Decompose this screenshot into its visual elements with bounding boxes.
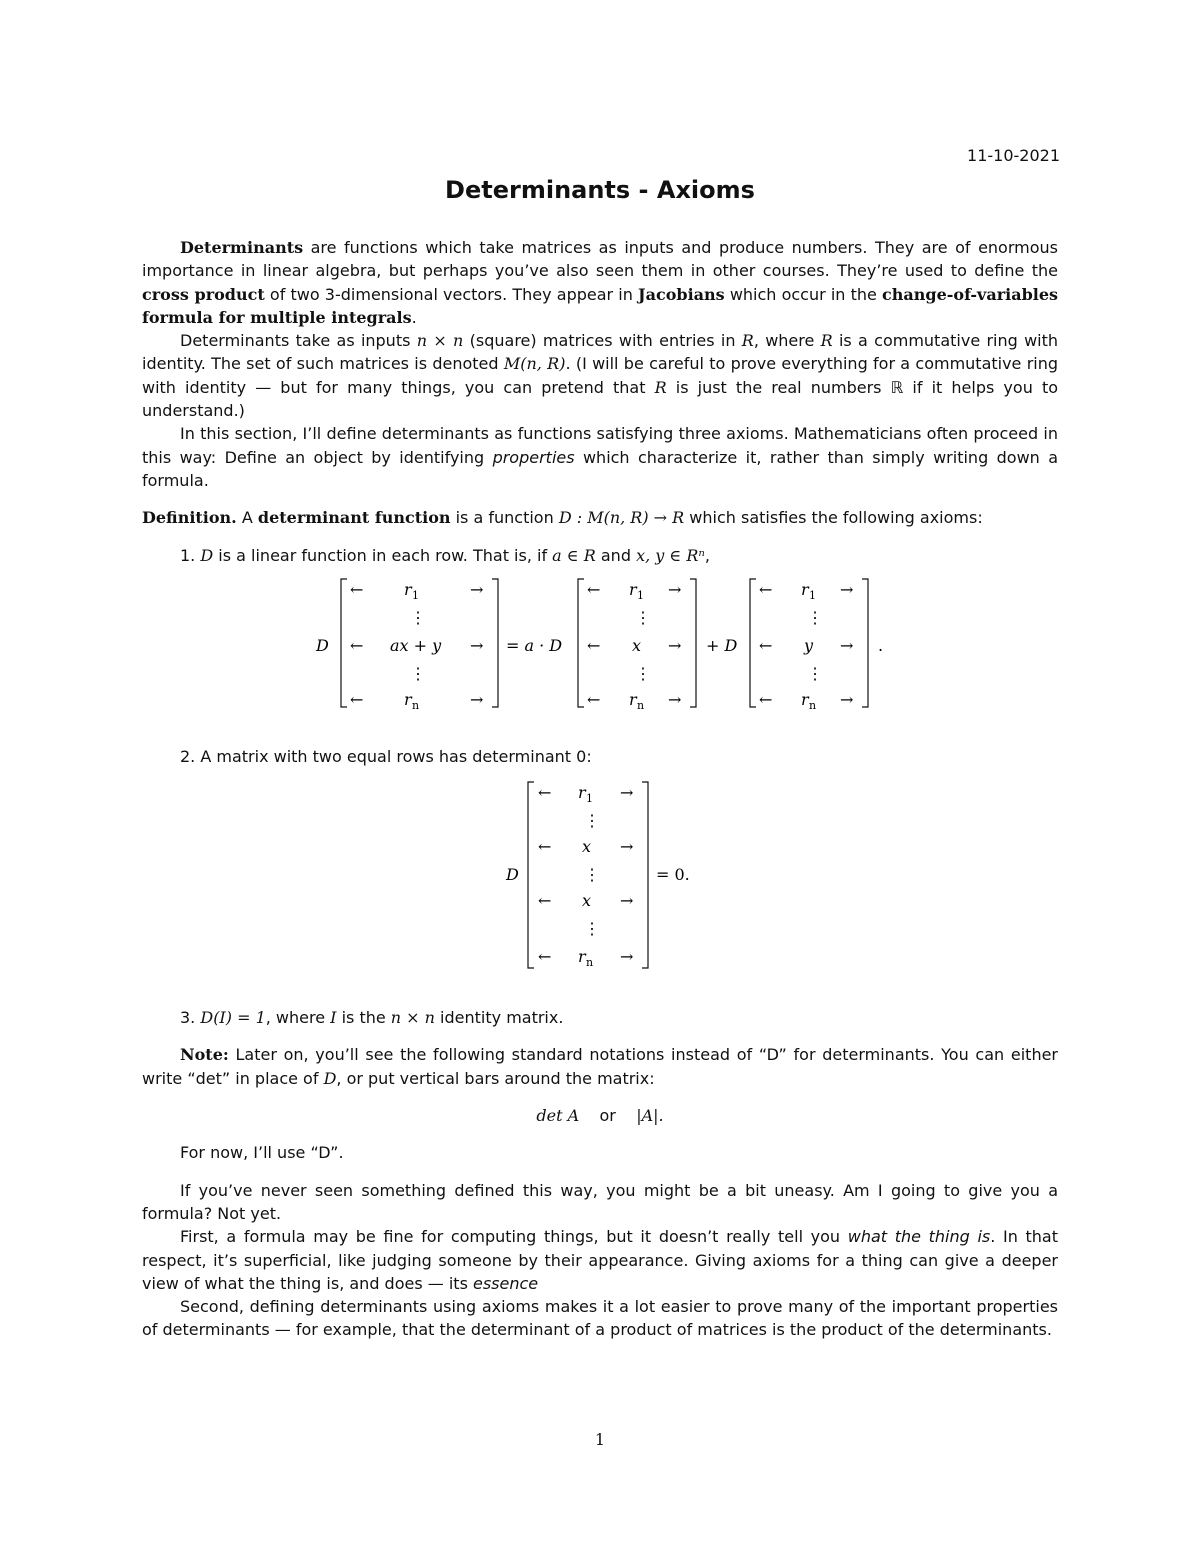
math: D <box>323 1068 337 1088</box>
left-arrow: ← <box>538 891 552 911</box>
math: r <box>629 579 637 599</box>
math: |A|. <box>636 1106 664 1126</box>
matrix-1 <box>341 579 498 712</box>
text: which satisfies the following axioms: <box>684 508 983 528</box>
text: is a function <box>450 508 559 528</box>
text: and <box>595 545 637 565</box>
math: det A <box>536 1106 580 1126</box>
text: are functions which take matrices as inputs and produce numbers. They are of enormous importance in linear algebra, but perhaps you’ve also seen them in other courses. They’re used to define the <box>142 238 1058 281</box>
right-arrow: → <box>668 689 682 709</box>
math: x <box>582 837 592 857</box>
math: r <box>629 689 637 709</box>
for-now-paragraph <box>142 1141 1058 1164</box>
math: D <box>506 865 519 885</box>
axiom-1 <box>142 544 1058 567</box>
left-arrow: ← <box>538 837 552 857</box>
subscript: 1 <box>809 588 816 602</box>
emphasis: essence <box>473 1273 539 1293</box>
vdots: ⋮ <box>410 663 426 683</box>
axiom-2 <box>142 745 1058 768</box>
left-arrow: ← <box>538 783 552 803</box>
left-arrow: ← <box>587 689 601 709</box>
subscript: n <box>809 698 817 712</box>
text: (square) matrices with entries in <box>463 331 742 351</box>
math: I <box>330 1008 337 1028</box>
subscript: 1 <box>637 588 644 602</box>
right-arrow: → <box>620 783 634 803</box>
text: . <box>411 307 417 327</box>
math: n × n <box>390 1008 435 1028</box>
text: . (I will be careful to prove everything for a commutative ring with identity — but for many things, you can pretend that <box>142 354 1059 397</box>
vdots: ⋮ <box>584 811 600 831</box>
axiom-2-equation <box>142 780 1058 980</box>
right-arrow: → <box>668 579 682 599</box>
math: x, y ∈ Rⁿ <box>636 545 705 565</box>
term-cross-product: cross product <box>142 284 265 304</box>
math: x <box>582 891 592 911</box>
left-arrow: ← <box>538 947 552 967</box>
text: Determinants take as inputs <box>180 331 417 351</box>
math: M(n, R) <box>503 354 566 374</box>
page-title: Determinants - Axioms <box>445 176 755 204</box>
left-arrow: ← <box>759 635 773 655</box>
left-arrow: ← <box>350 579 364 599</box>
text: Second, defining determinants using axioms makes it a lot easier to prove many of the important properties of determinants — for example, that the determinant of a product of matrices is the product of the determinants. <box>142 1297 1058 1340</box>
math: + D <box>706 635 738 655</box>
emphasis: what the thing is <box>847 1227 991 1247</box>
emphasis: properties <box>492 447 575 467</box>
subscript: 1 <box>412 588 419 602</box>
intro-paragraph-1 <box>142 236 1058 329</box>
math: = a · D <box>506 635 563 655</box>
right-arrow: → <box>840 579 854 599</box>
vdots: ⋮ <box>635 607 651 627</box>
subscript: n <box>637 698 645 712</box>
vdots: ⋮ <box>584 919 600 939</box>
math: R <box>741 331 754 351</box>
closing-paragraph-3 <box>142 1295 1058 1342</box>
document-body <box>142 236 1058 1342</box>
text: , or put vertical bars around the matrix: <box>336 1068 655 1088</box>
list-number: 3. <box>180 1008 196 1028</box>
text: which characterize it, rather than simply writing down a formula. <box>142 447 1059 490</box>
definition <box>142 506 1058 529</box>
matrix-equal-rows <box>528 782 648 969</box>
left-arrow: ← <box>759 689 773 709</box>
math: r <box>801 689 809 709</box>
matrix-2 <box>578 579 696 712</box>
right-arrow: → <box>840 635 854 655</box>
term-determinants: Determinants <box>180 238 304 257</box>
intro-paragraph-2 <box>142 329 1058 422</box>
text: In this section, I’ll define determinants as functions satisfying three axioms. Mathematicians often proceed in this way: Define an object by identifying <box>142 424 1058 467</box>
vdots: ⋮ <box>807 663 823 683</box>
text: A <box>236 508 258 528</box>
math: D <box>316 635 329 655</box>
notation-display <box>142 1104 1058 1127</box>
text: First, a formula may be fine for computing things, but it doesn’t really tell you <box>180 1227 848 1247</box>
note-label: Note: <box>180 1045 229 1065</box>
vdots: ⋮ <box>635 663 651 683</box>
list-number: 2. <box>180 746 196 766</box>
right-arrow: → <box>470 635 484 655</box>
vdots: ⋮ <box>807 607 823 627</box>
math: a ∈ R <box>552 545 596 565</box>
math: R <box>654 377 667 397</box>
subscript: 1 <box>586 792 593 806</box>
math: r <box>404 579 412 599</box>
math: y <box>804 635 814 655</box>
math: x <box>632 635 642 655</box>
text: , <box>704 545 710 565</box>
right-arrow: → <box>470 579 484 599</box>
axiom-3 <box>142 1006 1058 1029</box>
closing-paragraph-2 <box>142 1225 1058 1295</box>
period: . <box>878 635 884 655</box>
text: . In that respect, it’s superficial, like judging someone by their appearance. Giving axioms for a thing can give a deeper view of what the thing is, and does — its <box>142 1227 1058 1293</box>
text: identity matrix. <box>434 1008 564 1028</box>
text: is just the real numbers ℝ if it helps you to understand.) <box>142 377 1059 421</box>
date: 11-10-2021 <box>967 146 1060 165</box>
math: ax + y <box>390 635 442 655</box>
page-number: 1 <box>594 1430 606 1449</box>
subscript: n <box>586 956 594 970</box>
math: r <box>404 689 412 709</box>
vdots: ⋮ <box>410 607 426 627</box>
subscript: n <box>412 698 420 712</box>
axiom-1-equation <box>142 577 1058 725</box>
text: is a linear function in each row. That is, if <box>213 545 553 565</box>
text: is the <box>336 1008 391 1028</box>
list-number: 1. <box>180 545 196 565</box>
right-arrow: → <box>620 947 634 967</box>
matrix-3 <box>750 579 868 712</box>
right-arrow: → <box>620 891 634 911</box>
text: of two 3-dimensional vectors. They appear in <box>264 284 639 304</box>
right-arrow: → <box>668 635 682 655</box>
vdots: ⋮ <box>584 865 600 885</box>
note-paragraph <box>142 1043 1058 1090</box>
term-jacobians: Jacobians <box>638 284 725 304</box>
math: r <box>578 947 586 967</box>
math: n × n <box>416 331 464 351</box>
right-arrow: → <box>470 689 484 709</box>
math: R <box>820 331 833 351</box>
right-arrow: → <box>620 837 634 857</box>
intro-paragraph-3 <box>142 422 1058 492</box>
term-change-of-variables: change-of-variables formula for multiple integrals <box>142 284 1059 327</box>
math: D(I) = 1 <box>200 1008 266 1028</box>
text: or <box>599 1106 616 1126</box>
math: D <box>200 545 214 565</box>
text: is a commutative ring with identity. The set of such matrices is denoted <box>142 331 1059 374</box>
text: A matrix with two equal rows has determinant 0: <box>195 746 592 766</box>
left-arrow: ← <box>587 579 601 599</box>
left-arrow: ← <box>350 689 364 709</box>
left-arrow: ← <box>587 635 601 655</box>
math: D : M(n, R) → R <box>558 508 685 528</box>
text: Later on, you’ll see the following standard notations instead of “D” for determinants. You can either write “det” in place of <box>142 1045 1058 1088</box>
math: = 0. <box>656 865 690 885</box>
closing-paragraph-1 <box>142 1179 1058 1226</box>
term-determinant-function: determinant function <box>257 508 451 528</box>
text: which occur in the <box>724 284 883 304</box>
right-arrow: → <box>840 689 854 709</box>
text: , where <box>265 1008 331 1028</box>
text: , where <box>753 331 821 351</box>
left-arrow: ← <box>350 635 364 655</box>
math: r <box>578 783 586 803</box>
definition-label: Definition. <box>142 508 237 528</box>
math: r <box>801 579 809 599</box>
left-arrow: ← <box>759 579 773 599</box>
text: For now, I’ll use “D”. <box>180 1143 344 1163</box>
text: If you’ve never seen something defined this way, you might be a bit uneasy. Am I going to give you a formula? Not yet. <box>142 1180 1058 1223</box>
